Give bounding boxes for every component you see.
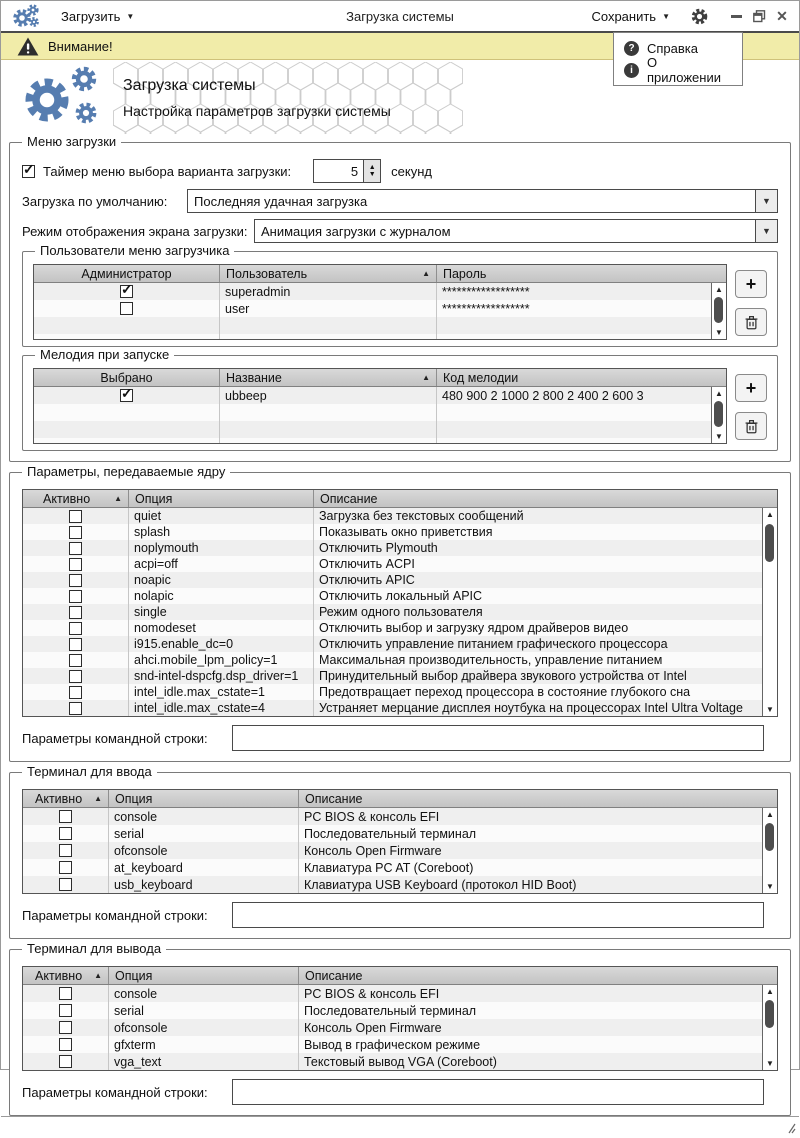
spinner-arrows-icon[interactable]: ▲ ▼ [363,160,380,182]
cell-option: ofconsole [114,1020,168,1035]
cell-option: acpi=off [134,557,178,571]
row-checkbox[interactable] [59,987,72,1000]
col-user[interactable]: Пользователь ▲ [219,265,436,282]
display-mode-select[interactable] [254,219,778,243]
scrollbar-thumb[interactable] [714,401,723,427]
cell-description: Отключить выбор и загрузку ядром драйверов видео [319,621,629,635]
scroll-up-icon[interactable]: ▲ [766,510,774,519]
cell-option: vga_text [114,1054,162,1069]
vertical-scrollbar[interactable] [762,985,777,1070]
row-checkbox[interactable] [59,827,72,840]
timer-row [22,159,778,183]
row-checkbox[interactable] [69,558,82,571]
cell-user: user [225,301,250,316]
table-row[interactable] [23,859,777,876]
load-menu-label: Загрузить [61,8,121,24]
cell-option: noapic [134,573,171,587]
scrollbar-thumb[interactable] [765,524,774,562]
scrollbar-thumb[interactable] [765,1000,774,1028]
col-active[interactable]: Активно ▲ [43,491,122,506]
row-checkbox[interactable] [120,285,133,298]
users-table [33,264,727,340]
col-description[interactable]: Описание [298,967,777,984]
table-row[interactable] [23,508,777,524]
melody-table-body [34,387,726,443]
group-boot-users [22,243,778,347]
table-row[interactable] [34,300,726,317]
chevron-down-icon[interactable]: ▼ [755,220,777,242]
table-row[interactable] [23,808,777,825]
kernel-cmdline-label: Параметры командной строки: [22,730,208,746]
table-row[interactable] [23,985,777,1002]
terminal-output-cmdline-label: Параметры командной строки: [22,1084,208,1100]
menu-item-about[interactable] [614,55,742,85]
cell-description: Отключить Plymouth [319,541,438,555]
page-subtitle: Настройка параметров загрузки системы [123,103,391,119]
cell-option: noplymouth [134,541,199,555]
cell-option: console [114,809,158,824]
delete-melody-button[interactable] [735,412,767,440]
terminal-output-header [23,967,777,985]
table-row[interactable] [23,620,777,636]
cell-option: intel_idle.max_cstate=1 [134,685,265,699]
kernel-params-body [23,508,777,716]
row-checkbox[interactable] [59,861,72,874]
table-row[interactable] [23,572,777,588]
row-checkbox[interactable] [59,810,72,823]
cell-option: snd-intel-dspcfg.dsp_driver=1 [134,669,299,683]
table-row[interactable] [23,588,777,604]
col-admin[interactable]: Администратор [81,266,172,281]
table-row[interactable] [23,636,777,652]
terminal-output-body [23,985,777,1070]
cell-description: PC BIOS & консоль EFI [304,986,440,1001]
cell-option: nolapic [134,589,174,603]
row-checkbox[interactable] [69,638,82,651]
table-row[interactable] [23,604,777,620]
display-mode-value: Анимация загрузки с журналом [261,223,451,239]
group-terminal-output [9,941,791,1116]
cell-description: Принудительный выбор драйвера звукового устройства от Intel [319,669,687,683]
cell-password: ****************** [442,301,530,316]
timer-value: 5 [350,163,359,179]
app-gears-icon [11,3,41,29]
table-row[interactable] [23,1019,777,1036]
users-table-header [34,265,726,283]
default-boot-value: Последняя удачная загрузка [194,193,368,209]
row-checkbox[interactable] [59,1055,72,1068]
sort-asc-icon: ▲ [422,373,430,382]
table-row[interactable] [23,540,777,556]
window-controls [729,9,789,23]
timer-checkbox[interactable] [22,165,35,178]
row-checkbox[interactable] [69,590,82,603]
cell-description: Последовательный терминал [304,826,477,841]
sort-asc-icon: ▲ [94,971,102,980]
cell-description: PC BIOS & консоль EFI [304,809,440,824]
col-description[interactable]: Описание [313,490,777,507]
group-startup-melody-legend: Мелодия при запуске [35,347,174,362]
row-checkbox[interactable] [59,1021,72,1034]
row-checkbox[interactable] [120,302,133,315]
scroll-down-icon[interactable]: ▼ [766,882,774,891]
row-checkbox[interactable] [69,510,82,523]
table-row[interactable] [23,1036,777,1053]
cell-description: Устраняет мерцание дисплея ноутбука на процессорах Intel Ultra Voltage [319,701,743,715]
table-row[interactable] [23,524,777,540]
kernel-cmdline-input[interactable] [232,725,764,751]
group-terminal-input [9,764,791,939]
cell-option: intel_idle.max_cstate=4 [134,701,265,715]
users-table-body [34,283,726,339]
col-selected[interactable]: Выбрано [100,370,153,385]
cell-option: splash [134,525,171,539]
row-checkbox[interactable] [69,654,82,667]
cell-description: Режим одного пользователя [319,605,483,619]
table-row[interactable] [23,652,777,668]
col-option[interactable]: Опция [108,790,298,807]
group-terminal-output-legend: Терминал для вывода [22,941,166,956]
cell-description: Отключить ACPI [319,557,415,571]
kernel-cmdline-row [22,725,778,751]
table-row[interactable] [23,876,777,893]
help-icon: ? [624,41,639,56]
delete-user-button[interactable] [735,308,767,336]
terminal-input-cmdline-input[interactable] [232,902,764,928]
sort-asc-icon: ▲ [422,269,430,278]
scroll-down-icon[interactable]: ▼ [766,1059,774,1068]
scroll-down-icon[interactable]: ▼ [715,328,723,337]
trash-icon [744,418,759,435]
info-icon: i [624,63,639,78]
cell-option: i915.enable_dc=0 [134,637,234,651]
cell-option: serial [114,826,144,841]
table-row[interactable] [34,283,726,300]
display-mode-row [22,219,778,243]
group-startup-melody [22,347,778,451]
row-checkbox[interactable] [69,526,82,539]
menu-item-help-label: Справка [647,40,698,56]
terminal-input-body [23,808,777,893]
row-checkbox[interactable] [69,542,82,555]
group-kernel-params [9,464,791,762]
col-melody-code[interactable]: Код мелодии [436,369,726,386]
scroll-up-icon[interactable]: ▲ [715,389,723,398]
cell-option: nomodeset [134,621,196,635]
warning-triangle-icon [17,37,39,56]
cell-description: Последовательный терминал [304,1003,477,1018]
page-title: Загрузка системы [123,77,256,94]
users-table-buttons [735,264,769,340]
cell-description: Клавиатура USB Keyboard (протокол HID Boot) [304,877,577,892]
scrollbar-thumb[interactable] [714,297,723,323]
sort-asc-icon: ▲ [94,794,102,803]
save-dropdown-menu [613,32,743,86]
cell-name: ubbeep [225,388,267,403]
cell-description: Консоль Open Firmware [304,843,442,858]
add-melody-button[interactable]: + [735,374,767,402]
col-option[interactable]: Опция [108,967,298,984]
table-row[interactable] [23,668,777,684]
terminal-output-cmdline-row [22,1079,778,1105]
default-boot-label: Загрузка по умолчанию: [22,193,168,209]
scroll-up-icon[interactable]: ▲ [766,987,774,996]
table-row[interactable] [23,825,777,842]
table-row[interactable] [23,684,777,700]
cell-code: 480 900 2 1000 2 800 2 400 2 600 3 [442,388,644,403]
scroll-down-icon[interactable]: ▼ [715,432,723,441]
row-checkbox[interactable] [69,702,82,715]
table-row[interactable] [23,556,777,572]
cell-option: single [134,605,167,619]
table-row[interactable] [23,1002,777,1019]
cell-description: Текстовый вывод VGA (Coreboot) [304,1054,497,1069]
load-menu-button[interactable] [55,6,140,27]
col-password[interactable]: Пароль [436,265,726,282]
cell-description: Консоль Open Firmware [304,1020,442,1035]
save-menu-label: Сохранить [591,8,657,24]
group-boot-menu-legend: Меню загрузки [22,134,121,149]
cell-password: ****************** [442,284,530,299]
chevron-down-icon: ▼ [126,11,135,21]
table-row[interactable] [34,387,726,404]
cell-description: Отключить управление питанием графического процессора [319,637,668,651]
close-icon[interactable]: ✕ [776,7,788,24]
default-boot-select[interactable] [187,189,778,213]
cell-description: Клавиатура PC AT (Coreboot) [304,860,474,875]
row-checkbox[interactable] [69,670,82,683]
cell-option: ofconsole [114,843,168,858]
status-bar [1,1116,799,1138]
col-active[interactable]: Активно ▲ [35,968,102,983]
scroll-up-icon[interactable]: ▲ [715,285,723,294]
vertical-scrollbar[interactable] [711,283,726,339]
cell-description: Вывод в графическом режиме [304,1037,481,1052]
save-menu-button[interactable] [585,6,676,27]
group-kernel-params-legend: Параметры, передаваемые ядру [22,464,230,479]
settings-gear-icon[interactable] [690,7,709,26]
terminal-input-table [22,789,778,894]
title-bar [1,1,799,33]
maximize-icon[interactable] [752,9,766,23]
cell-option: ahci.mobile_lpm_policy=1 [134,653,278,667]
cell-option: usb_keyboard [114,877,193,892]
terminal-input-header [23,790,777,808]
timer-spinner[interactable] [313,159,381,183]
melody-table-buttons [735,368,769,444]
group-boot-users-legend: Пользователи меню загрузчика [35,243,234,258]
timer-label: Таймер меню выбора варианта загрузки: [43,163,292,179]
warning-text: Внимание! [48,38,113,54]
row-checkbox[interactable] [59,1004,72,1017]
chevron-down-icon[interactable]: ▼ [755,190,777,212]
trash-icon [744,314,759,331]
row-checkbox[interactable] [59,1038,72,1051]
add-user-button[interactable]: + [735,270,767,298]
cell-description: Максимальная производительность, управление питанием [319,653,663,667]
app-logo-gears-icon [21,66,113,130]
row-checkbox[interactable] [69,622,82,635]
cell-description: Отключить APIC [319,573,415,587]
cell-option: console [114,986,158,1001]
group-boot-menu [9,134,791,462]
scroll-up-icon[interactable]: ▲ [766,810,774,819]
kernel-params-table [22,489,778,717]
cell-option: serial [114,1003,144,1018]
cell-option: gfxterm [114,1037,156,1052]
col-active[interactable]: Активно ▲ [35,791,102,806]
col-option[interactable]: Опция [128,490,313,507]
row-checkbox[interactable] [69,686,82,699]
cell-user: superadmin [225,284,291,299]
row-checkbox[interactable] [69,606,82,619]
table-row[interactable] [23,700,777,716]
row-checkbox[interactable] [69,574,82,587]
row-checkbox[interactable] [59,878,72,891]
display-mode-label: Режим отображения экрана загрузки: [22,223,248,239]
terminal-output-cmdline-input[interactable] [232,1079,764,1105]
minimize-icon[interactable] [729,9,743,23]
row-checkbox[interactable] [59,844,72,857]
vertical-scrollbar[interactable] [762,808,777,893]
menu-item-about-label: О приложении [647,55,721,85]
cell-description: Отключить локальный APIC [319,589,483,603]
terminal-output-table [22,966,778,1071]
cell-description: Предотвращает переход процессора в состояние глубокого сна [319,685,691,699]
kernel-params-header [23,490,777,508]
window-title: Загрузка системы [346,8,454,24]
cell-description: Загрузка без текстовых сообщений [319,509,524,523]
sort-asc-icon: ▲ [114,494,122,503]
default-boot-row [22,189,778,213]
scrollbar-thumb[interactable] [765,823,774,851]
timer-unit: секунд [391,163,432,179]
terminal-input-cmdline-row [22,902,778,928]
chevron-down-icon: ▼ [662,11,670,21]
col-description[interactable]: Описание [298,790,777,807]
melody-table [33,368,727,444]
resize-grip[interactable] [784,1122,796,1134]
table-row[interactable] [23,842,777,859]
cell-description: Показывать окно приветствия [319,525,493,539]
terminal-input-cmdline-label: Параметры командной строки: [22,907,208,923]
table-row[interactable] [23,1053,777,1070]
scroll-down-icon[interactable]: ▼ [766,705,774,714]
vertical-scrollbar[interactable] [762,508,777,716]
cell-option: quiet [134,509,162,523]
cell-option: at_keyboard [114,860,183,875]
row-checkbox[interactable] [120,389,133,402]
melody-table-header [34,369,726,387]
vertical-scrollbar[interactable] [711,387,726,443]
col-name[interactable]: Название ▲ [219,369,436,386]
group-terminal-input-legend: Терминал для ввода [22,764,157,779]
